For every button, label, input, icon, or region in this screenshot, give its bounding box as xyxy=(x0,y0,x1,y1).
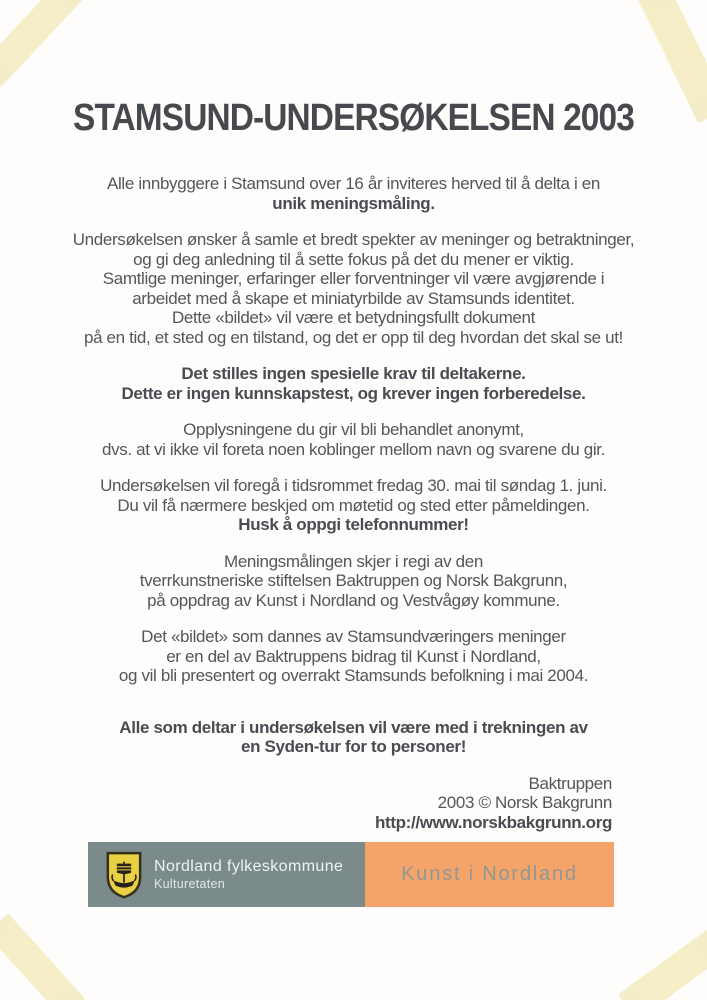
prize-paragraph-line: en Syden-tur for to personer! xyxy=(240,737,467,756)
prize-paragraph xyxy=(0,718,707,757)
tape-mark-bottom-right xyxy=(618,930,707,1000)
organizers-paragraph xyxy=(0,552,707,611)
purpose-paragraph-line: Undersøkelsen ønsker å samle et bredt spekter av meninger og betraktninger, xyxy=(72,230,635,249)
schedule-paragraph-line: Undersøkelsen vil foregå i tidsrommet fredag 30. mai til søndag 1. juni. xyxy=(100,476,607,495)
prize-paragraph-line: Alle som deltar i undersøkelsen vil være med i trekningen av xyxy=(119,717,588,737)
nordland-dept-name: Kulturetaten xyxy=(154,876,226,891)
document-body xyxy=(0,174,707,832)
result-paragraph-line: er en del av Baktruppens bidrag til Kunst i Nordland, xyxy=(166,646,541,666)
result-paragraph-line: Det «bildet» som dannes av Stamsundværingers meninger xyxy=(141,627,566,646)
organizers-paragraph-line: på oppdrag av Kunst i Nordland og Vestvågøy kommune. xyxy=(147,590,560,610)
tape-mark-top-left xyxy=(0,0,83,87)
footer-banner xyxy=(88,842,614,907)
no-requirements-paragraph-line: Dette er ingen kunnskapstest, og krever ingen forberedelse. xyxy=(121,383,586,403)
organizers-paragraph-line: tverrkunstneriske stiftelsen Baktruppen og Norsk Bakgrunn, xyxy=(139,571,568,590)
intro-paragraph-line: Alle innbyggere i Stamsund over 16 år inviteres herved til å delta i en xyxy=(107,174,600,193)
nordland-text-block xyxy=(154,858,343,891)
purpose-paragraph-line: Samtlige meninger, erfaringer eller forventninger vil være avgjørende i xyxy=(102,269,605,288)
result-paragraph xyxy=(0,627,707,686)
page-title: STAMSUND-UNDERSØKELSEN 2003 xyxy=(73,97,634,139)
anonymity-paragraph-line: dvs. at vi ikke vil foreta noen koblinger mellom navn og svarene du gir. xyxy=(101,439,606,459)
signature-block-line: http://www.norskbakgrunn.org xyxy=(374,812,612,832)
anonymity-paragraph xyxy=(0,420,707,459)
signature-block-line: Baktruppen xyxy=(528,773,612,793)
organizers-paragraph-line: Meningsmålingen skjer i regi av den xyxy=(224,551,483,571)
purpose-paragraph-line: arbeidet med å skape et miniatyrbilde av Stamsunds identitet. xyxy=(132,288,575,308)
no-requirements-paragraph xyxy=(0,364,707,403)
anonymity-paragraph-line: Opplysningene du gir vil bli behandlet anonymt, xyxy=(183,420,524,439)
intro-paragraph xyxy=(0,174,707,213)
tape-mark-bottom-left xyxy=(0,913,85,1000)
nordland-org-name: Nordland fylkeskommune xyxy=(154,858,344,876)
no-requirements-paragraph-line: Det stilles ingen spesielle krav til deltakerne. xyxy=(181,364,526,383)
kunst-i-nordland-label: Kunst i Nordland xyxy=(401,863,578,885)
result-paragraph-line: og vil bli presentert og overrakt Stamsunds befolkning i mai 2004. xyxy=(118,666,589,685)
purpose-paragraph-line: og gi deg anledning til å sette fokus på det du mener er viktig. xyxy=(133,249,574,269)
schedule-paragraph-line: Du vil få nærmere beskjed om møtetid og sted etter påmeldingen. xyxy=(117,495,590,515)
purpose-paragraph-line: på en tid, et sted og en tilstand, og det er opp til deg hvordan det skal se ut! xyxy=(83,327,624,347)
signature-block xyxy=(0,774,612,833)
schedule-paragraph xyxy=(0,476,707,535)
signature-block-line: 2003 © Norsk Bakgrunn xyxy=(437,793,612,812)
nordland-fylkeskommune-logo xyxy=(88,842,365,907)
schedule-paragraph-line: Husk å oppgi telefonnummer! xyxy=(238,515,469,534)
purpose-paragraph xyxy=(0,230,707,347)
kunst-i-nordland-logo xyxy=(365,842,614,907)
nordland-coat-of-arms-icon xyxy=(105,851,143,899)
purpose-paragraph-line: Dette «bildet» vil være et betydningsfullt dokument xyxy=(172,308,535,327)
intro-paragraph-line: unik meningsmåling. xyxy=(272,193,435,213)
